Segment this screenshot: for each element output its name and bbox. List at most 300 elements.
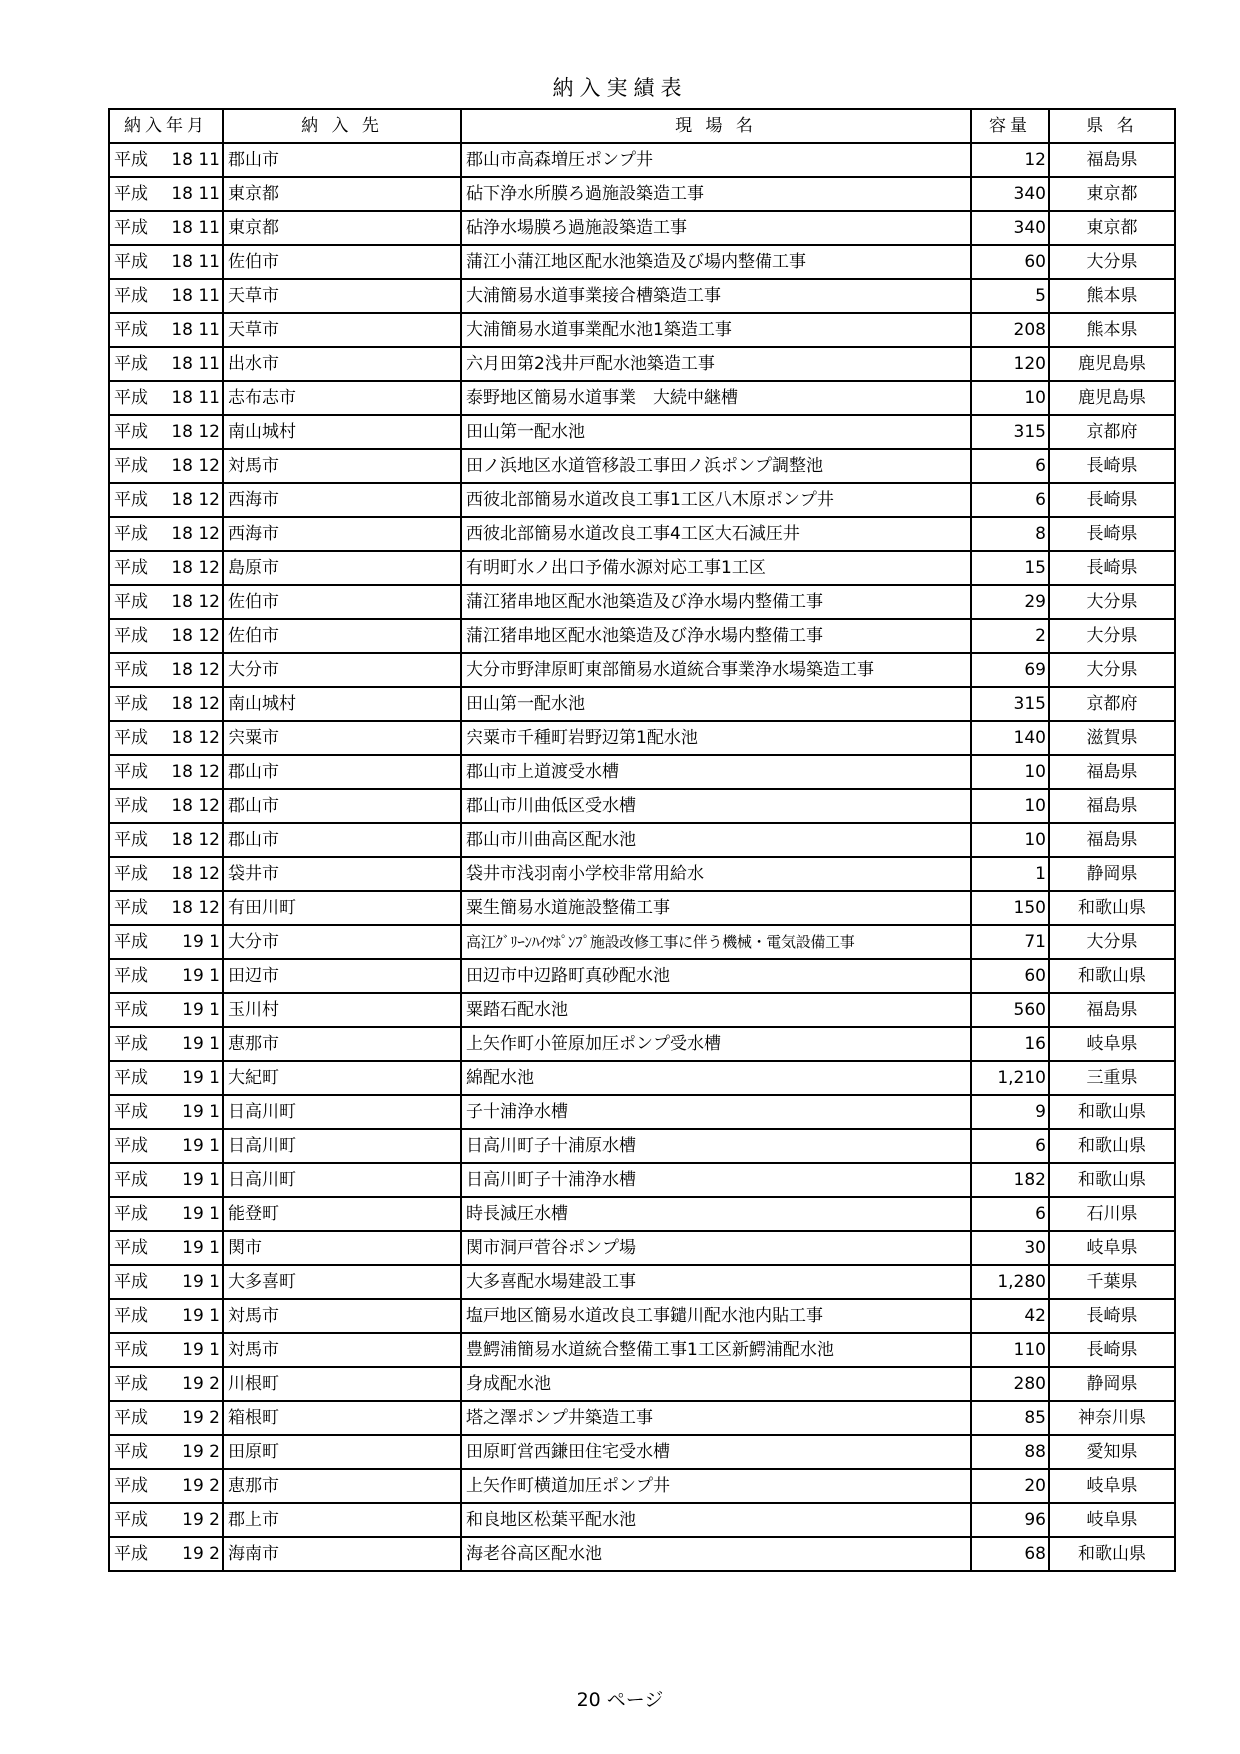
year-month: 19 1 (182, 1237, 220, 1258)
site-name-cell: 郡山市川曲低区受水槽 (461, 789, 971, 823)
delivery-date-cell (109, 823, 223, 857)
prefecture-cell: 和歌山県 (1049, 959, 1175, 993)
prefecture-cell: 長崎県 (1049, 1299, 1175, 1333)
client-cell: 大分市 (223, 653, 461, 687)
delivery-date-cell (109, 993, 223, 1027)
delivery-date-cell (109, 1401, 223, 1435)
delivery-date-cell (109, 857, 223, 891)
table-header-row (109, 109, 1175, 143)
client-cell: 箱根町 (223, 1401, 461, 1435)
prefecture-cell: 岐阜県 (1049, 1503, 1175, 1537)
year-month: 18 12 (171, 863, 220, 884)
table-row (109, 1333, 1175, 1367)
era: 平成 (114, 999, 148, 1020)
site-name-cell: 和良地区松葉平配水池 (461, 1503, 971, 1537)
client-cell: 志布志市 (223, 381, 461, 415)
prefecture-cell: 長崎県 (1049, 449, 1175, 483)
capacity-cell: 6 (971, 1129, 1049, 1163)
delivery-date-cell (109, 925, 223, 959)
site-name-cell: 蒲江猪串地区配水池築造及び浄水場内整備工事 (461, 619, 971, 653)
table-row (109, 313, 1175, 347)
delivery-date-cell (109, 347, 223, 381)
delivery-date-cell (109, 789, 223, 823)
table-row (109, 245, 1175, 279)
delivery-date-cell (109, 245, 223, 279)
delivery-date-cell (109, 619, 223, 653)
era: 平成 (114, 251, 148, 272)
delivery-date-cell (109, 483, 223, 517)
prefecture-cell: 静岡県 (1049, 1367, 1175, 1401)
prefecture-cell: 滋賀県 (1049, 721, 1175, 755)
year-month: 19 2 (182, 1509, 220, 1530)
prefecture-cell: 大分県 (1049, 245, 1175, 279)
era: 平成 (114, 693, 148, 714)
table-row (109, 1299, 1175, 1333)
capacity-cell: 315 (971, 687, 1049, 721)
table-row (109, 1027, 1175, 1061)
era: 平成 (114, 795, 148, 816)
prefecture-cell: 神奈川県 (1049, 1401, 1175, 1435)
table-row (109, 925, 1175, 959)
capacity-cell: 71 (971, 925, 1049, 959)
year-month: 18 12 (171, 761, 220, 782)
year-month: 18 11 (171, 285, 220, 306)
capacity-cell: 60 (971, 245, 1049, 279)
capacity-cell: 182 (971, 1163, 1049, 1197)
site-name-cell: 蒲江小蒲江地区配水池築造及び場内整備工事 (461, 245, 971, 279)
table-row (109, 823, 1175, 857)
site-name-cell: 田山第一配水池 (461, 415, 971, 449)
client-cell: 川根町 (223, 1367, 461, 1401)
prefecture-cell: 大分県 (1049, 585, 1175, 619)
table-row (109, 1367, 1175, 1401)
site-name-cell: 有明町水ノ出口予備水源対応工事1工区 (461, 551, 971, 585)
capacity-cell: 8 (971, 517, 1049, 551)
prefecture-cell: 岐阜県 (1049, 1231, 1175, 1265)
era: 平成 (114, 1441, 148, 1462)
table-row (109, 177, 1175, 211)
table-row (109, 1435, 1175, 1469)
capacity-cell: 85 (971, 1401, 1049, 1435)
delivery-date-cell (109, 1027, 223, 1061)
site-name-cell: 粟踏石配水池 (461, 993, 971, 1027)
year-month: 18 11 (171, 387, 220, 408)
site-name-cell: 粟生簡易水道施設整備工事 (461, 891, 971, 925)
client-cell: 佐伯市 (223, 619, 461, 653)
site-name-cell: 大多喜配水場建設工事 (461, 1265, 971, 1299)
page-title: 納入実績表 (552, 76, 688, 100)
delivery-date-cell (109, 1095, 223, 1129)
prefecture-cell: 大分県 (1049, 925, 1175, 959)
site-name-cell: 郡山市上道渡受水槽 (461, 755, 971, 789)
client-cell: 関市 (223, 1231, 461, 1265)
year-month: 19 1 (182, 999, 220, 1020)
capacity-cell: 96 (971, 1503, 1049, 1537)
client-cell: 能登町 (223, 1197, 461, 1231)
client-cell: 南山城村 (223, 687, 461, 721)
capacity-cell: 30 (971, 1231, 1049, 1265)
year-month: 18 12 (171, 625, 220, 646)
table-row (109, 143, 1175, 177)
prefecture-cell: 東京都 (1049, 177, 1175, 211)
year-month: 18 12 (171, 489, 220, 510)
era: 平成 (114, 149, 148, 170)
table-row (109, 517, 1175, 551)
table-row (109, 1129, 1175, 1163)
year-month: 19 1 (182, 1339, 220, 1360)
site-name-cell: 関市洞戸菅谷ポンプ場 (461, 1231, 971, 1265)
era: 平成 (114, 1373, 148, 1394)
client-cell: 日高川町 (223, 1095, 461, 1129)
delivery-date-cell (109, 517, 223, 551)
header-date: 納入年月 (109, 109, 223, 143)
client-cell: 対馬市 (223, 449, 461, 483)
era: 平成 (114, 1339, 148, 1360)
era: 平成 (114, 625, 148, 646)
prefecture-cell: 長崎県 (1049, 1333, 1175, 1367)
era: 平成 (114, 931, 148, 952)
capacity-cell: 88 (971, 1435, 1049, 1469)
prefecture-cell: 和歌山県 (1049, 1129, 1175, 1163)
prefecture-cell: 大分県 (1049, 619, 1175, 653)
client-cell: 田原町 (223, 1435, 461, 1469)
capacity-cell: 1,280 (971, 1265, 1049, 1299)
delivery-date-cell (109, 143, 223, 177)
capacity-cell: 10 (971, 789, 1049, 823)
delivery-date-cell (109, 1163, 223, 1197)
site-name-cell: 日高川町子十浦浄水槽 (461, 1163, 971, 1197)
prefecture-cell: 福島県 (1049, 143, 1175, 177)
delivery-date-cell (109, 1435, 223, 1469)
prefecture-cell: 岐阜県 (1049, 1027, 1175, 1061)
site-name-cell: 蒲江猪串地区配水池築造及び浄水場内整備工事 (461, 585, 971, 619)
site-name-cell: 大分市野津原町東部簡易水道統合事業浄水場築造工事 (461, 653, 971, 687)
prefecture-cell: 鹿児島県 (1049, 381, 1175, 415)
delivery-date-cell (109, 1231, 223, 1265)
capacity-cell: 208 (971, 313, 1049, 347)
site-name-cell: 時長減圧水槽 (461, 1197, 971, 1231)
capacity-cell: 280 (971, 1367, 1049, 1401)
delivery-date-cell (109, 891, 223, 925)
client-cell: 天草市 (223, 279, 461, 313)
year-month: 18 12 (171, 455, 220, 476)
client-cell: 日高川町 (223, 1129, 461, 1163)
era: 平成 (114, 1101, 148, 1122)
site-name-cell: 日高川町子十浦原水槽 (461, 1129, 971, 1163)
era: 平成 (114, 1033, 148, 1054)
year-month: 19 1 (182, 1135, 220, 1156)
year-month: 18 11 (171, 217, 220, 238)
era: 平成 (114, 1237, 148, 1258)
table-row (109, 1197, 1175, 1231)
era: 平成 (114, 1543, 148, 1564)
table-row (109, 1503, 1175, 1537)
table-row (109, 1061, 1175, 1095)
client-cell: 郡山市 (223, 143, 461, 177)
era: 平成 (114, 1509, 148, 1530)
year-month: 19 1 (182, 1271, 220, 1292)
year-month: 19 2 (182, 1543, 220, 1564)
table-row (109, 687, 1175, 721)
client-cell: 東京都 (223, 211, 461, 245)
era: 平成 (114, 1203, 148, 1224)
era: 平成 (114, 659, 148, 680)
site-name-cell: 西彼北部簡易水道改良工事1工区八木原ポンプ井 (461, 483, 971, 517)
site-name-cell: 田原町営西鎌田住宅受水槽 (461, 1435, 971, 1469)
prefecture-cell: 愛知県 (1049, 1435, 1175, 1469)
capacity-cell: 5 (971, 279, 1049, 313)
year-month: 18 12 (171, 557, 220, 578)
era: 平成 (114, 353, 148, 374)
client-cell: 南山城村 (223, 415, 461, 449)
capacity-cell: 150 (971, 891, 1049, 925)
year-month: 19 1 (182, 1033, 220, 1054)
year-month: 18 11 (171, 353, 220, 374)
year-month: 19 1 (182, 1169, 220, 1190)
table-row (109, 551, 1175, 585)
delivery-date-cell (109, 1265, 223, 1299)
year-month: 19 1 (182, 1101, 220, 1122)
client-cell: 日高川町 (223, 1163, 461, 1197)
year-month: 19 2 (182, 1373, 220, 1394)
prefecture-cell: 三重県 (1049, 1061, 1175, 1095)
prefecture-cell: 熊本県 (1049, 279, 1175, 313)
client-cell: 西海市 (223, 517, 461, 551)
client-cell: 玉川村 (223, 993, 461, 1027)
era: 平成 (114, 1067, 148, 1088)
era: 平成 (114, 421, 148, 442)
prefecture-cell: 長崎県 (1049, 517, 1175, 551)
site-name-cell: 砧下浄水所膜ろ過施設築造工事 (461, 177, 971, 211)
client-cell: 出水市 (223, 347, 461, 381)
era: 平成 (114, 1305, 148, 1326)
delivery-date-cell (109, 653, 223, 687)
client-cell: 佐伯市 (223, 585, 461, 619)
capacity-cell: 12 (971, 143, 1049, 177)
delivery-date-cell (109, 687, 223, 721)
client-cell: 佐伯市 (223, 245, 461, 279)
capacity-cell: 340 (971, 177, 1049, 211)
year-month: 18 12 (171, 829, 220, 850)
year-month: 18 11 (171, 183, 220, 204)
era: 平成 (114, 1407, 148, 1428)
capacity-cell: 29 (971, 585, 1049, 619)
capacity-cell: 15 (971, 551, 1049, 585)
year-month: 18 11 (171, 319, 220, 340)
table-row (109, 415, 1175, 449)
era: 平成 (114, 761, 148, 782)
capacity-cell: 140 (971, 721, 1049, 755)
era: 平成 (114, 1169, 148, 1190)
capacity-cell: 60 (971, 959, 1049, 993)
client-cell: 田辺市 (223, 959, 461, 993)
delivery-date-cell (109, 211, 223, 245)
prefecture-cell: 福島県 (1049, 755, 1175, 789)
era: 平成 (114, 183, 148, 204)
table-row (109, 1231, 1175, 1265)
table-row (109, 1163, 1175, 1197)
client-cell: 郡山市 (223, 789, 461, 823)
year-month: 19 2 (182, 1407, 220, 1428)
year-month: 19 2 (182, 1475, 220, 1496)
site-name-cell: 綿配水池 (461, 1061, 971, 1095)
era: 平成 (114, 455, 148, 476)
year-month: 19 2 (182, 1441, 220, 1462)
delivery-date-cell (109, 1061, 223, 1095)
site-name-cell: 豊鰐浦簡易水道統合整備工事1工区新鰐浦配水池 (461, 1333, 971, 1367)
capacity-cell: 10 (971, 755, 1049, 789)
prefecture-cell: 和歌山県 (1049, 891, 1175, 925)
site-name-cell: 六月田第2浅井戸配水池築造工事 (461, 347, 971, 381)
table-row (109, 585, 1175, 619)
header-capacity: 容量 (971, 109, 1049, 143)
prefecture-cell: 京都府 (1049, 687, 1175, 721)
client-cell: 恵那市 (223, 1469, 461, 1503)
delivery-record-table (108, 108, 1176, 1572)
site-name-cell: 塩戸地区簡易水道改良工事鑓川配水池内貼工事 (461, 1299, 971, 1333)
delivery-date-cell (109, 449, 223, 483)
prefecture-cell: 千葉県 (1049, 1265, 1175, 1299)
client-cell: 郡上市 (223, 1503, 461, 1537)
era: 平成 (114, 591, 148, 612)
site-name-cell: 郡山市川曲高区配水池 (461, 823, 971, 857)
client-cell: 郡山市 (223, 755, 461, 789)
era: 平成 (114, 489, 148, 510)
delivery-date-cell (109, 1537, 223, 1571)
table-row (109, 959, 1175, 993)
site-name-cell: 泰野地区簡易水道事業 大続中継槽 (461, 381, 971, 415)
site-name-cell: 塔之澤ポンプ井築造工事 (461, 1401, 971, 1435)
delivery-date-cell (109, 1367, 223, 1401)
table-row (109, 993, 1175, 1027)
delivery-date-cell (109, 381, 223, 415)
capacity-cell: 315 (971, 415, 1049, 449)
era: 平成 (114, 523, 148, 544)
delivery-date-cell (109, 1469, 223, 1503)
header-prefecture: 県 名 (1049, 109, 1175, 143)
delivery-date-cell (109, 1333, 223, 1367)
header-site: 現 場 名 (461, 109, 971, 143)
year-month: 18 12 (171, 897, 220, 918)
era: 平成 (114, 319, 148, 340)
table-row (109, 789, 1175, 823)
table-row (109, 279, 1175, 313)
year-month: 18 12 (171, 795, 220, 816)
capacity-cell: 560 (971, 993, 1049, 1027)
client-cell: 有田川町 (223, 891, 461, 925)
year-month: 19 1 (182, 1067, 220, 1088)
site-name-cell: 袋井市浅羽南小学校非常用給水 (461, 857, 971, 891)
table-row (109, 619, 1175, 653)
capacity-cell: 16 (971, 1027, 1049, 1061)
client-cell: 海南市 (223, 1537, 461, 1571)
delivery-date-cell (109, 585, 223, 619)
client-cell: 大紀町 (223, 1061, 461, 1095)
page-number: 20 ページ (576, 1689, 664, 1711)
delivery-date-cell (109, 959, 223, 993)
era: 平成 (114, 387, 148, 408)
prefecture-cell: 長崎県 (1049, 551, 1175, 585)
capacity-cell: 120 (971, 347, 1049, 381)
table-row (109, 857, 1175, 891)
delivery-date-cell (109, 1197, 223, 1231)
year-month: 18 11 (171, 149, 220, 170)
table-row (109, 721, 1175, 755)
table-row (109, 755, 1175, 789)
year-month: 19 1 (182, 1203, 220, 1224)
client-cell: 恵那市 (223, 1027, 461, 1061)
table-row (109, 347, 1175, 381)
era: 平成 (114, 897, 148, 918)
prefecture-cell: 長崎県 (1049, 483, 1175, 517)
prefecture-cell: 和歌山県 (1049, 1095, 1175, 1129)
prefecture-cell: 岐阜県 (1049, 1469, 1175, 1503)
client-cell: 宍粟市 (223, 721, 461, 755)
site-name-cell: 子十浦浄水槽 (461, 1095, 971, 1129)
table-row (109, 211, 1175, 245)
era: 平成 (114, 1135, 148, 1156)
table-row (109, 653, 1175, 687)
prefecture-cell: 福島県 (1049, 993, 1175, 1027)
capacity-cell: 2 (971, 619, 1049, 653)
table-row (109, 449, 1175, 483)
prefecture-cell: 鹿児島県 (1049, 347, 1175, 381)
era: 平成 (114, 1475, 148, 1496)
capacity-cell: 6 (971, 483, 1049, 517)
delivery-date-cell (109, 177, 223, 211)
site-name-cell: 大浦簡易水道事業接合槽築造工事 (461, 279, 971, 313)
table-row (109, 1265, 1175, 1299)
client-cell: 大多喜町 (223, 1265, 461, 1299)
table-row (109, 1469, 1175, 1503)
capacity-cell: 340 (971, 211, 1049, 245)
client-cell: 対馬市 (223, 1333, 461, 1367)
capacity-cell: 6 (971, 449, 1049, 483)
capacity-cell: 9 (971, 1095, 1049, 1129)
delivery-date-cell (109, 415, 223, 449)
delivery-date-cell (109, 313, 223, 347)
header-client: 納 入 先 (223, 109, 461, 143)
delivery-date-cell (109, 1503, 223, 1537)
prefecture-cell: 和歌山県 (1049, 1163, 1175, 1197)
table-row (109, 1095, 1175, 1129)
table-row (109, 1537, 1175, 1571)
prefecture-cell: 石川県 (1049, 1197, 1175, 1231)
site-name-cell: 宍粟市千種町岩野辺第1配水池 (461, 721, 971, 755)
prefecture-cell: 和歌山県 (1049, 1537, 1175, 1571)
year-month: 18 12 (171, 659, 220, 680)
capacity-cell: 68 (971, 1537, 1049, 1571)
delivery-date-cell (109, 551, 223, 585)
era: 平成 (114, 965, 148, 986)
prefecture-cell: 福島県 (1049, 823, 1175, 857)
delivery-date-cell (109, 1299, 223, 1333)
site-name-cell: 身成配水池 (461, 1367, 971, 1401)
capacity-cell: 10 (971, 381, 1049, 415)
era: 平成 (114, 863, 148, 884)
prefecture-cell: 静岡県 (1049, 857, 1175, 891)
site-name-cell: 上矢作町横道加圧ポンプ井 (461, 1469, 971, 1503)
era: 平成 (114, 285, 148, 306)
capacity-cell: 1 (971, 857, 1049, 891)
capacity-cell: 1,210 (971, 1061, 1049, 1095)
site-name-cell: 西彼北部簡易水道改良工事4工区大石減圧井 (461, 517, 971, 551)
table-row (109, 483, 1175, 517)
era: 平成 (114, 217, 148, 238)
year-month: 18 12 (171, 591, 220, 612)
delivery-date-cell (109, 279, 223, 313)
table-row (109, 381, 1175, 415)
